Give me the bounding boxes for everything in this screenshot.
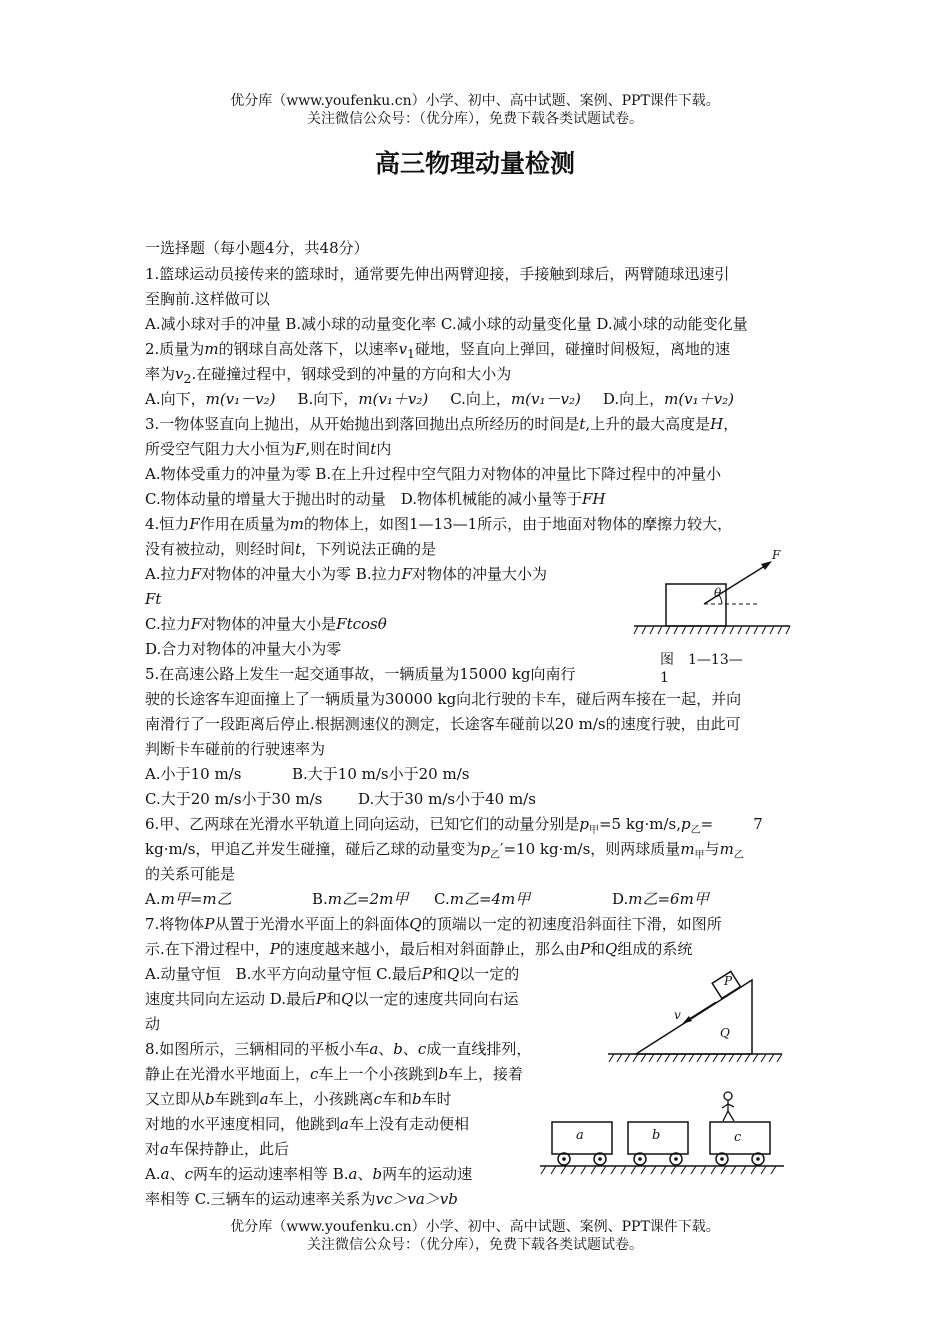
incline-q-label: Q [720, 1026, 730, 1040]
q5-line-1: 5.在高速公路上发生一起交通事故，一辆质量为15000 kg向南行 [145, 665, 576, 683]
footer-line-1: 优分库（www.youfenku.cn）小学、初中、高中试题、案例、PPT课件下载。 [230, 1219, 720, 1235]
q7-line-5: 动 [145, 1015, 161, 1033]
q4-line-2: 没有被拉动，则经时间t，下列说法正确的是 [145, 540, 437, 558]
header-line-2: 关注微信公众号：（优分库），免费下载各类试题试卷。 [307, 111, 643, 127]
carts-figure [538, 1090, 788, 1186]
q3-line-2: 所受空气阻力大小恒为F,则在时间t内 [145, 440, 392, 458]
q6-option-c: C.m乙=4m甲 [434, 890, 531, 908]
q4-option-a-cont: Ft [145, 590, 162, 608]
q8-line-7: 率相等 C.三辆车的运动速率关系为vc＞va＞vb [145, 1190, 458, 1208]
cart-c-label: c [734, 1130, 742, 1145]
q5-option-d: D.大于30 m/s小于40 m/s [358, 790, 536, 808]
q7-line-2: 示.在下滑过程中，P的速度越来越小，最后相对斜面静止，那么由P和Q组成的系统 [145, 940, 693, 958]
figure-caption-1: 图 1—13— [660, 652, 743, 668]
q2-options: A.向下，m(v₁－v₂) B.向下，m(v₁＋v₂) C.向上，m(v₁－v₂) D.向上，m(v₁＋v₂) [145, 390, 735, 408]
q3-line-1: 3.一物体竖直向上抛出，从开始抛出到落回抛出点所经历的时间是t,上升的最大高度是H， [145, 415, 739, 433]
theta-label: θ [714, 586, 722, 600]
figure-caption-2: 1 [660, 670, 669, 686]
q5-line-2: 驶的长途客车迎面撞上了一辆质量为30000 kg向北行驶的卡车，碰后两车接在一起，并向 [145, 690, 742, 708]
footer-line-2: 关注微信公众号：（优分库），免费下载各类试题试卷。 [307, 1237, 643, 1253]
q5-option-a: A.小于10 m/s [145, 765, 242, 783]
q7-line-4: 速度共同向左运动 D.最后P和Q以一定的速度共同向右运 [145, 990, 519, 1008]
q4-option-a: A.拉力F对物体的冲量大小为零 B.拉力F对物体的冲量大小为 [145, 565, 548, 583]
cart-a-label: a [576, 1128, 584, 1143]
cart-b-label: b [652, 1128, 661, 1143]
q8-line-5: 对a车保持静止，此后 [145, 1140, 289, 1158]
page-title: 高三物理动量检测 [374, 149, 575, 178]
q7-line-1: 7.将物体P从置于光滑水平面上的斜面体Q的顶端以一定的初速度沿斜面往下滑，如图所 [145, 915, 722, 933]
q8-line-6: A.a、c两车的运动速率相等 B.a、b两车的运动速 [145, 1165, 473, 1183]
q4-option-d: D.合力对物体的冲量大小为零 [145, 640, 342, 658]
velocity-label: v [674, 1008, 681, 1022]
q8-line-3: 又立即从b车跳到a车上，小孩跳离c车和b车时 [145, 1090, 452, 1108]
q8-line-4: 对地的水平速度相同，他跳到a车上没有走动便相 [145, 1115, 469, 1133]
q3-options-1: A.物体受重力的冲量为零 B.在上升过程中空气阻力对物体的冲量比下降过程中的冲量小 [145, 465, 722, 483]
force-label: F [772, 548, 781, 562]
q6-option-b: B.m乙=2m甲 [312, 890, 409, 908]
q4-option-c: C.拉力F对物体的冲量大小是Ftcosθ [145, 615, 387, 633]
section-heading: 一选择题（每小题4分，共48分） [145, 239, 369, 257]
q8-line-1: 8.如图所示，三辆相同的平板小车a、b、c成一直线排列， [145, 1040, 532, 1058]
q6-option-d: D.m乙=6m甲 [612, 890, 709, 908]
header-line-1: 优分库（www.youfenku.cn）小学、初中、高中试题、案例、PPT课件下载。 [230, 93, 720, 109]
q5-line-3: 南滑行了一段距离后停止.根据测速仪的测定，长途客车碰前以20 m/s的速度行驶，由此可 [145, 715, 741, 733]
q5-option-b: B.大于10 m/s小于20 m/s [292, 765, 470, 783]
q7-line-3: A.动量守恒 B.水平方向动量守恒 C.最后P和Q以一定的 [145, 965, 520, 983]
q8-line-2: 静止在光滑水平地面上，c车上一个小孩跳到b车上，接着 [145, 1065, 524, 1083]
q6-line-2: kg·m/s，甲追乙并发生碰撞，碰后乙球的动量变为$p_乙'=10$ kg·m/s，则两球质量$m_甲$与$m_乙$ [145, 840, 744, 861]
q1-options: A.减小球对手的冲量 B.减小球的动量变化率 C.减小球的动量变化量 D.减小球的动能变化量 [145, 315, 748, 333]
force-block-figure [632, 548, 792, 640]
q4-line-1: 4.恒力F作用在质量为m的物体上，如图1—13—1所示，由于地面对物体的摩擦力较大， [145, 515, 733, 533]
incline-figure [606, 970, 786, 1070]
q6-option-a: A.m甲=m乙 [145, 890, 232, 908]
q2-line-2: 率为$v_2$.在碰撞过程中，钢球受到的冲量的方向和大小为 [145, 365, 512, 386]
q1-line-2: 至胸前.这样做可以 [145, 290, 270, 308]
q5-line-4: 判断卡车碰前的行驶速率为 [145, 740, 326, 758]
q6-line-1: 6.甲、乙两球在光滑水平轨道上同向运动，已知它们的动量分别是$p_甲=5$ $kg\cdot m/s,p_乙= 7$ [145, 815, 763, 836]
q5-option-c: C.大于20 m/s小于30 m/s [145, 790, 323, 808]
body-p-label: P [724, 974, 733, 988]
q2-line-1: 2.质量为m的钢球自高处落下，以速率$v_1$碰地，竖直向上弹回，碰撞时间极短，离地的速 [145, 340, 731, 361]
q3-options-2: C.物体动量的增量大于抛出时的动量 D.物体机械能的减小量等于FH [145, 490, 606, 508]
q6-line-3: 的关系可能是 [145, 865, 236, 883]
q1-line-1: 1.篮球运动员接传来的篮球时，通常要先伸出两臂迎接，手接触到球后，两臂随球迅速引 [145, 265, 730, 283]
